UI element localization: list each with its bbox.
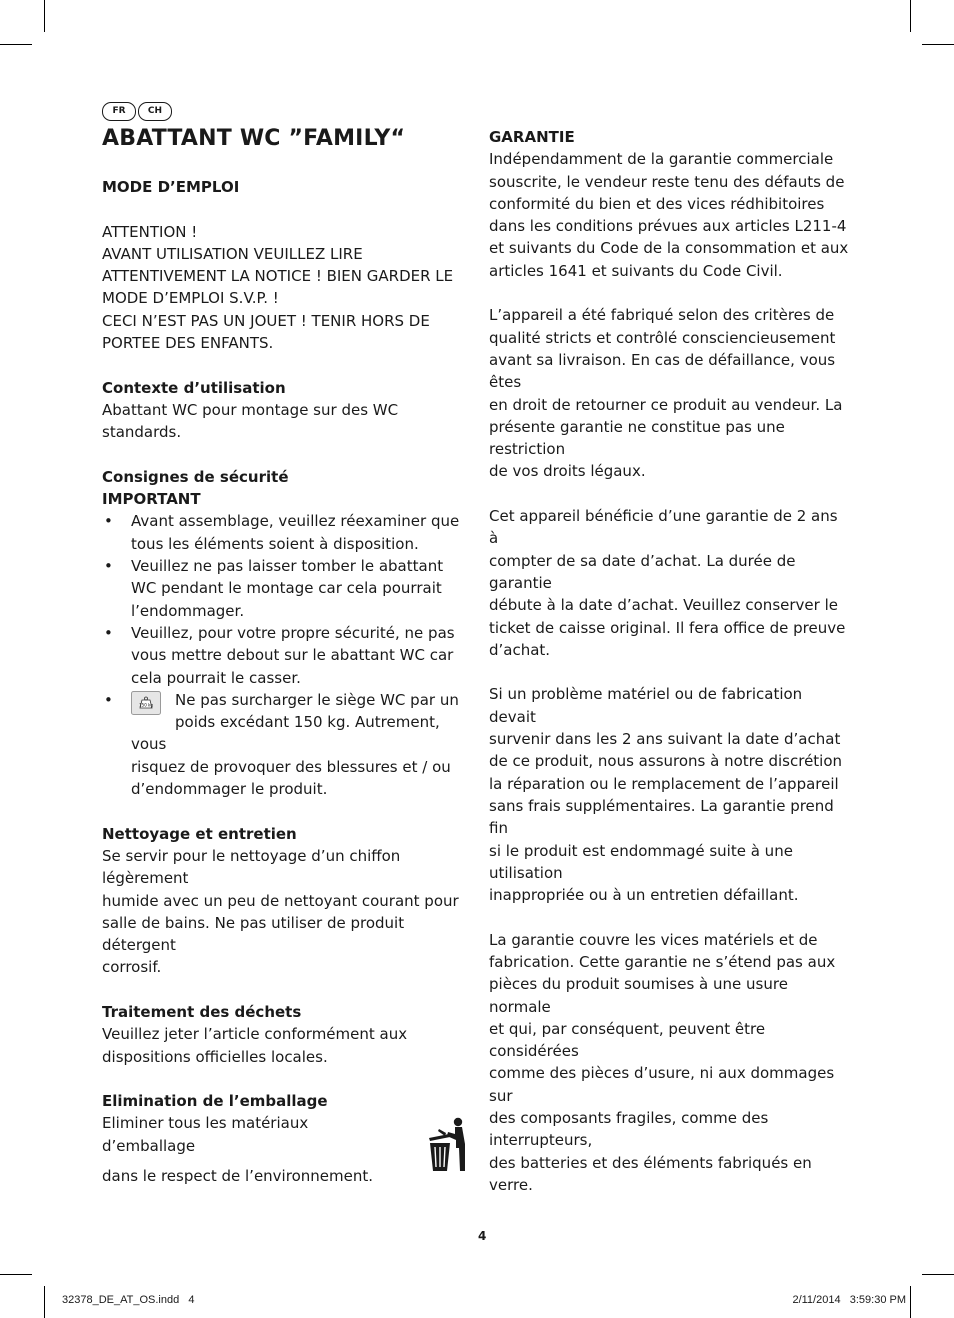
warning-line: ATTENTION ! — [102, 222, 198, 241]
crop-mark — [44, 0, 45, 32]
weight-limit-icon — [131, 691, 161, 715]
list-item: • 150 kg Ne pas surcharger le siège WC par un poids excédant 150 kg. Autrement, vous risquez de provoquer des blessures et / ou d’endommager le produit. — [104, 690, 459, 799]
right-column — [489, 126, 849, 1196]
waste-bin-icon — [425, 1116, 467, 1172]
warning-line: CECI N’EST PAS UN JOUET ! TENIR HORS DE — [102, 311, 430, 330]
crop-mark — [0, 1274, 32, 1275]
language-badges — [102, 102, 172, 121]
warning-line: AVANT UTILISATION VEUILLEZ LIRE — [102, 244, 363, 263]
section-subheading-important: IMPORTANT — [102, 490, 201, 509]
bullet-icon: • — [104, 512, 113, 531]
footer-file-name: 32378_DE_AT_OS.indd 4 — [62, 1294, 195, 1306]
bullet-icon: • — [104, 557, 113, 576]
crop-mark — [0, 44, 32, 45]
guarantee-paragraph: Si un problème matériel ou de fabrication devait survenir dans les 2 ans suivant la date d’achat de ce produit, nous assurons à notre discrétion la réparation ou le remplacement de l’appareil sans frais supplémentaires. La garantie prend fin si le produit est endommagé suite à une utilisation inappropriée ou à un entretien défaillant. — [489, 685, 843, 905]
warning-line: PORTEE DES ENFANTS. — [102, 334, 274, 353]
section-heading-emballage: Elimination de l’emballage — [102, 1092, 328, 1111]
footer-timestamp: 2/11/2014 3:59:30 PM — [792, 1294, 906, 1306]
section-heading-nettoyage: Nettoyage et entretien — [102, 824, 297, 843]
disposal-row — [102, 1112, 467, 1187]
bullet-icon: • — [104, 690, 113, 709]
body-line: humide avec un peu de nettoyant courant pour — [102, 891, 459, 910]
crop-mark — [44, 1286, 45, 1318]
body-line: salle de bains. Ne pas utiliser de produit détergent — [102, 913, 405, 955]
list-item: • Veuillez, pour votre propre sécurité, ne pas vous mettre debout sur le abattant WC car cela pourrait le casser. — [104, 623, 455, 687]
page-title: ABATTANT WC ”FAMILY“ — [102, 126, 406, 151]
list-item: • Veuillez ne pas laisser tomber le abattant WC pendant le montage car cela pourrait l’endommager. — [104, 557, 444, 620]
crop-mark — [910, 0, 911, 32]
crop-mark — [922, 1274, 954, 1275]
warning-line: MODE D’EMPLOI S.V.P. ! — [102, 289, 279, 308]
body-line: Veuillez jeter l’article conformément aux — [102, 1025, 408, 1044]
body-line: Abattant WC pour montage sur des WC — [102, 400, 399, 419]
guarantee-paragraph: L’appareil a été fabriqué selon des critères de qualité stricts et contrôlé consciencieusement avant sa livraison. En cas de défaillance, vous êtes en droit de retourner ce produit au vendeur. La présente garantie ne constitue pas une restriction de vos droits légaux. — [489, 306, 843, 481]
body-line: corrosif. — [102, 958, 162, 977]
section-heading-contexte: Contexte d’utilisation — [102, 378, 286, 397]
guarantee-paragraph: Cet appareil bénéficie d’une garantie de 2 ans à compter de sa date d’achat. La durée de garantie débute à la date d’achat. Veuillez conserver le ticket de caisse original. Il fera office de preuve d’achat. — [489, 507, 846, 659]
language-badge-ch: CH — [138, 102, 172, 121]
page-number: 4 — [478, 1229, 487, 1243]
crop-mark — [922, 44, 954, 45]
body-line: Eliminer tous les matériaux d’emballage — [102, 1114, 309, 1155]
body-line: dispositions officielles locales. — [102, 1047, 328, 1066]
body-line: dans le respect de l’environnement. — [102, 1167, 373, 1186]
body-line: standards. — [102, 423, 182, 442]
safety-list — [102, 510, 467, 800]
language-badge-fr: FR — [102, 102, 136, 121]
section-heading-dechets: Traitement des déchets — [102, 1002, 302, 1021]
warning-line: ATTENTIVEMENT LA NOTICE ! BIEN GARDER LE — [102, 267, 454, 286]
guarantee-paragraph: Indépendamment de la garantie commerciale souscrite, le vendeur reste tenu des défauts de conformité du bien et des vices rédhibitoires dans les conditions prévues aux articles L211-4 et suivants du Code de la consommation et aux articles 1641 et suivants du Code Civil. — [489, 150, 849, 280]
body-line: Se servir pour le nettoyage d’un chiffon légèrement — [102, 846, 401, 888]
section-heading-garantie: GARANTIE — [489, 128, 575, 146]
svg-text:150 kg: 150 kg — [139, 702, 153, 708]
guarantee-paragraph: La garantie couvre les vices matériels et de fabrication. Cette garantie ne s’étend pas aux pièces du produit soumises à une usure normale et qui, par conséquent, peuvent être considérées comme des pièces d’usure, ni aux dommages sur des composants fragiles, comme des interrupteurs, des batteries et des éléments fabriqués en verre. — [489, 930, 836, 1194]
bullet-icon: • — [104, 623, 113, 642]
section-heading-mode-emploi: MODE D’EMPLOI — [102, 178, 240, 196]
left-column — [102, 176, 467, 1187]
crop-mark — [910, 1286, 911, 1318]
section-heading-securite: Consignes de sécurité — [102, 467, 289, 486]
list-item: • Avant assemblage, veuillez réexaminer que tous les éléments soient à disposition. — [104, 512, 460, 553]
